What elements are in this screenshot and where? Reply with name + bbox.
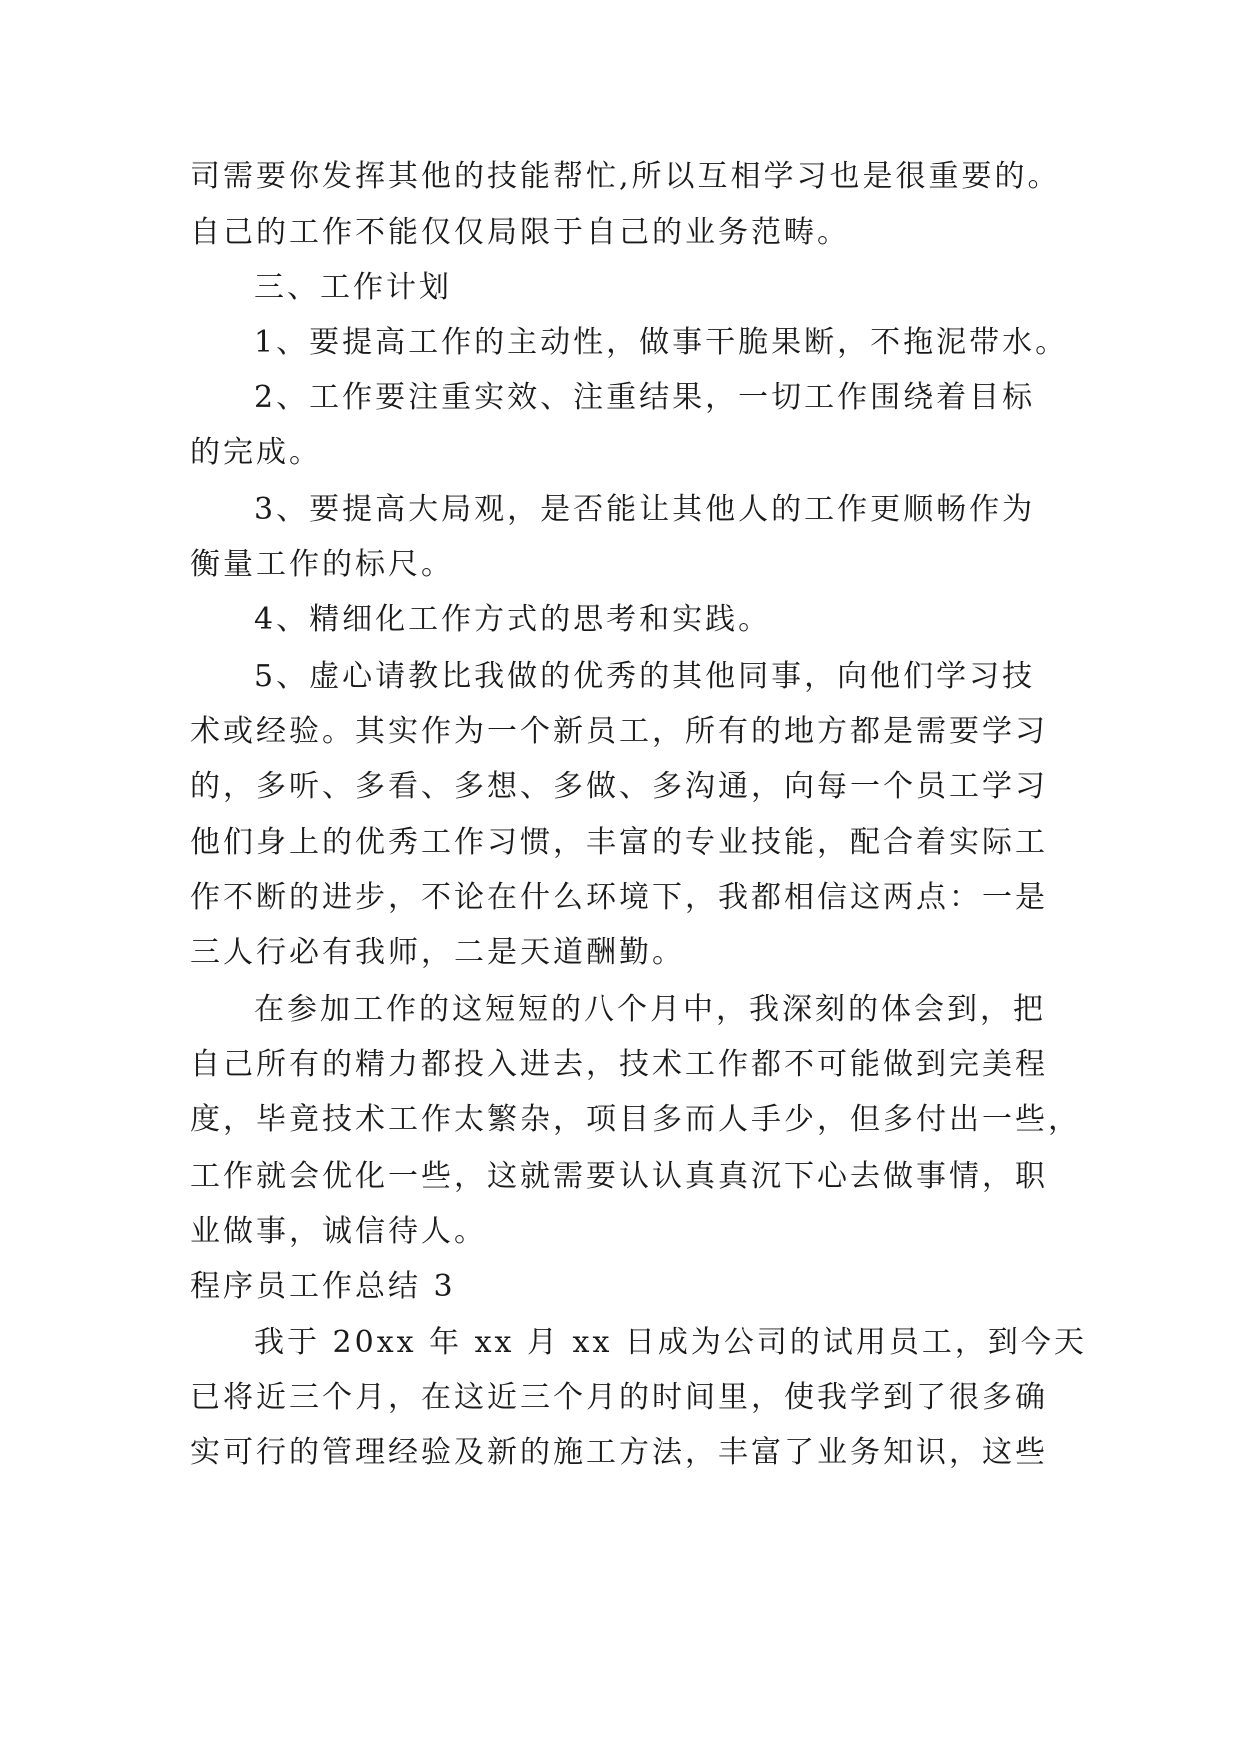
list-item: 4、精细化工作方式的思考和实践。 — [254, 602, 772, 637]
text-line: 术或经验。其实作为一个新员工，所有的地方都是需要学习 — [190, 714, 1048, 749]
list-item: 1、要提高工作的主动性，做事干脆果断，不拖泥带水。 — [254, 325, 1069, 360]
text-line: 作不断的进步，不论在什么环境下，我都相信这两点：一是 — [190, 880, 1048, 915]
text-line: 司需要你发挥其他的技能帮忙,所以互相学习也是很重要的。 — [190, 159, 1061, 194]
list-item: 2、工作要注重实效、注重结果，一切工作围绕着目标 — [254, 380, 1036, 415]
text-line: 度，毕竟技术工作太繁杂，项目多而人手少，但多付出一些， — [190, 1102, 1081, 1137]
paragraph-start: 我于 20xx 年 xx 月 xx 日成为公司的试用员工，到今天 — [254, 1325, 1087, 1360]
text-line: 工作就会优化一些，这就需要认认真真沉下心去做事情，职 — [190, 1159, 1048, 1194]
text-line: 的，多听、多看、多想、多做、多沟通，向每一个员工学习 — [190, 769, 1048, 804]
text-line: 自己的工作不能仅仅局限于自己的业务范畴。 — [190, 215, 850, 250]
section-title: 程序员工作总结 3 — [190, 1269, 456, 1304]
list-item: 5、虚心请教比我做的优秀的其他同事，向他们学习技 — [254, 659, 1036, 694]
text-line: 衡量工作的标尺。 — [190, 547, 454, 582]
list-item: 3、要提高大局观，是否能让其他人的工作更顺畅作为 — [254, 492, 1036, 527]
text-line: 自己所有的精力都投入进去，技术工作都不可能做到完美程 — [190, 1047, 1048, 1082]
text-line: 他们身上的优秀工作习惯，丰富的专业技能，配合着实际工 — [190, 825, 1048, 860]
paragraph-start: 在参加工作的这短短的八个月中，我深刻的体会到，把 — [254, 992, 1046, 1027]
text-line: 的完成。 — [190, 435, 322, 470]
text-line: 业做事，诚信待人。 — [190, 1214, 487, 1249]
text-line: 三人行必有我师，二是天道酬勤。 — [190, 935, 685, 970]
text-line: 已将近三个月，在这近三个月的时间里，使我学到了很多确 — [190, 1380, 1048, 1415]
text-line: 实可行的管理经验及新的施工方法，丰富了业务知识，这些 — [190, 1435, 1048, 1470]
section-heading: 三、工作计划 — [254, 270, 452, 305]
